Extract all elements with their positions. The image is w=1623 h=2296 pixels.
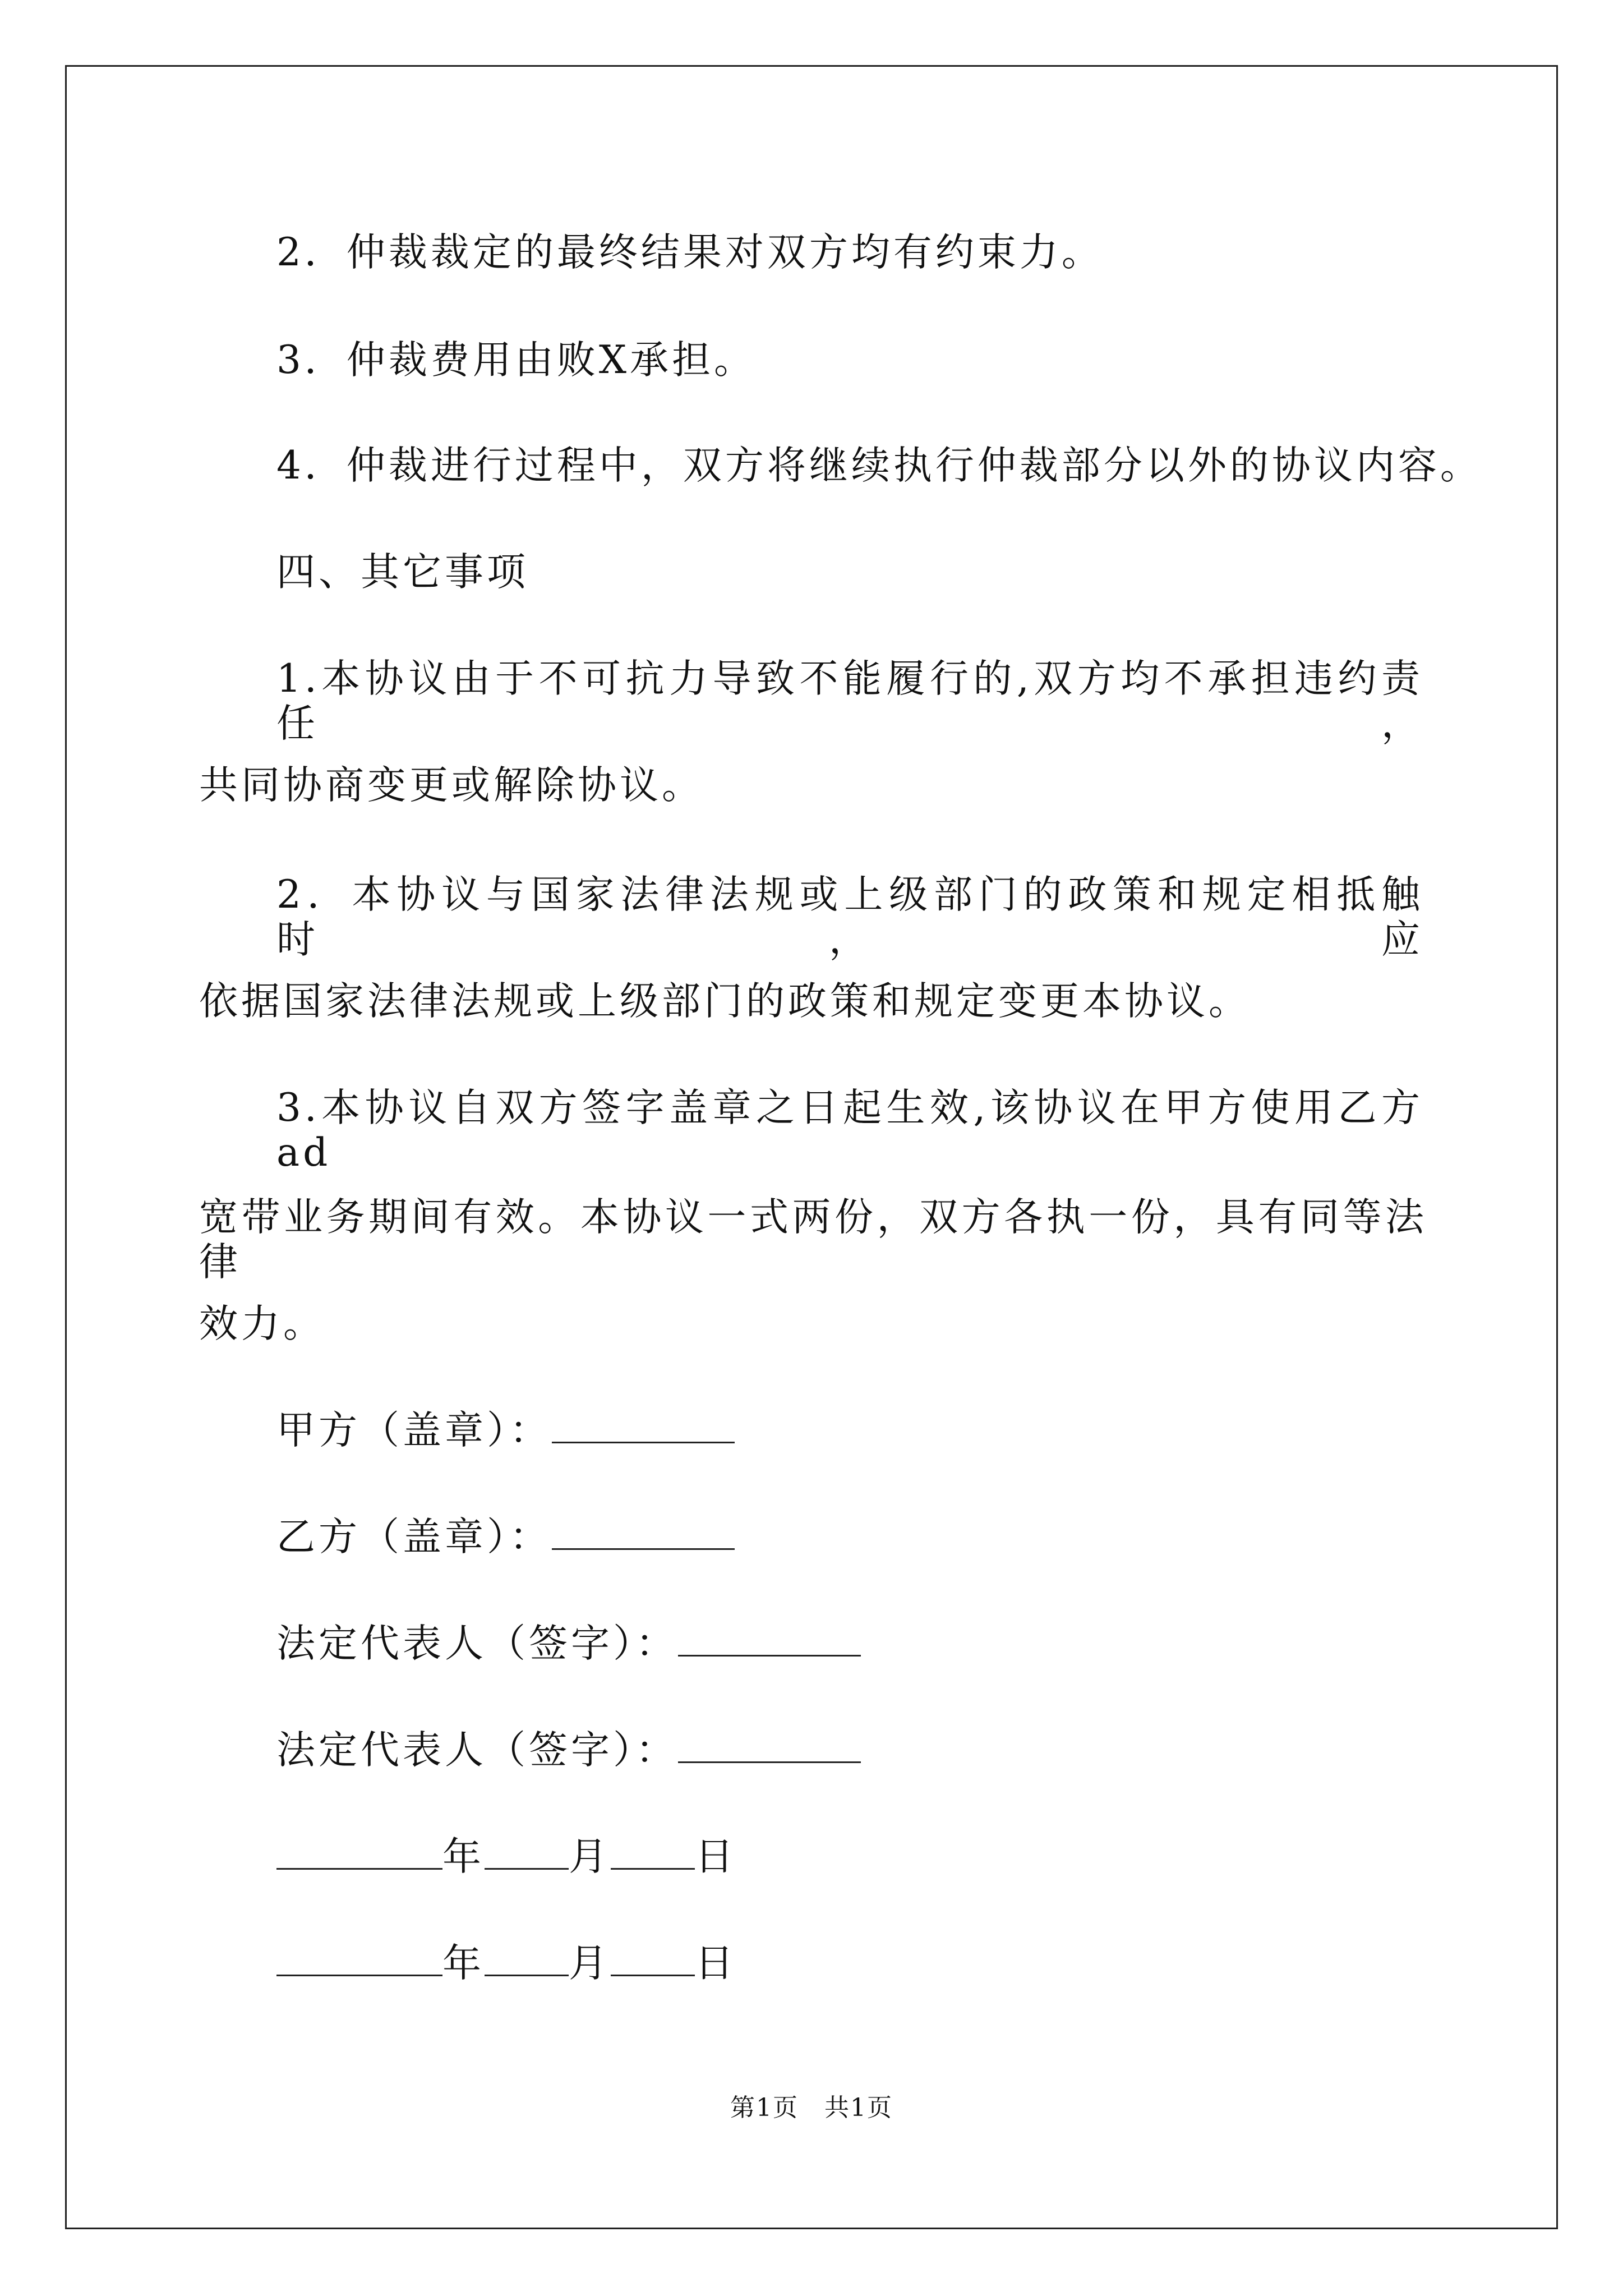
signature-party-a (276, 1408, 735, 1453)
signature-representative-1-blank (678, 1622, 861, 1657)
paragraph-arbitration-fees: 3．仲裁费用由败X承担。 (276, 338, 757, 383)
date-1-month-label: 月 (569, 1834, 611, 1879)
paragraph-arbitration-binding: 2．仲裁裁定的最终结果对双方均有约束力。 (276, 230, 1104, 275)
paragraph-force-majeure-line-2: 共同协商变更或解除协议。 (199, 763, 704, 808)
date-2-year-blank (276, 1942, 442, 1976)
page-total: 共1页 (824, 2093, 893, 2122)
signature-party-b (276, 1515, 735, 1559)
page-number: 第1页 (730, 2093, 799, 2122)
paragraph-effective-line-1: 3.本协议自双方签字盖章之日起生效,该协议在甲方使用乙方ad (276, 1085, 1423, 1175)
page-footer (0, 2092, 1623, 2124)
date-2-year-label: 年 (442, 1941, 485, 1986)
paragraph-force-majeure-line-1: 1.本协议由于不可抗力导致不能履行的,双方均不承担违约责任， (276, 656, 1423, 746)
date-2-month-blank (485, 1942, 569, 1976)
signature-party-b-label: 乙方（盖章）： (276, 1515, 552, 1559)
paragraph-law-conflict-line-2: 依据国家法律法规或上级部门的政策和规定变更本协议。 (199, 979, 1251, 1024)
paragraph-law-conflict-line-1: 2．本协议与国家法律法规或上级部门的政策和规定相抵触时，应 (276, 872, 1423, 962)
date-1-month-blank (485, 1835, 569, 1870)
date-2-month-label: 月 (569, 1941, 611, 1986)
date-line-1 (276, 1834, 737, 1879)
signature-party-b-blank (552, 1516, 735, 1550)
paragraph-arbitration-continue: 4．仲裁进行过程中，双方将继续执行仲裁部分以外的协议内容。 (276, 443, 1482, 488)
paragraph-effective-line-2: 宽带业务期间有效。本协议一式两份，双方各执一份，具有同等法律 (199, 1195, 1427, 1285)
date-line-2 (276, 1941, 737, 1986)
signature-party-a-blank (552, 1409, 735, 1443)
signature-representative-1 (276, 1621, 861, 1666)
signature-representative-1-label: 法定代表人（签字）： (276, 1621, 678, 1666)
date-2-day-label: 日 (695, 1941, 737, 1986)
signature-representative-2 (276, 1728, 861, 1773)
date-1-year-blank (276, 1835, 442, 1870)
date-2-day-blank (611, 1942, 695, 1976)
date-1-day-label: 日 (695, 1834, 737, 1879)
section-heading-other-matters: 四、其它事项 (276, 550, 529, 595)
signature-representative-2-blank (678, 1729, 861, 1763)
date-1-year-label: 年 (442, 1834, 485, 1879)
signature-party-a-label: 甲方（盖章）： (276, 1408, 552, 1453)
paragraph-effective-line-3: 效力。 (199, 1301, 325, 1346)
signature-representative-2-label: 法定代表人（签字）： (276, 1728, 678, 1773)
date-1-day-blank (611, 1835, 695, 1870)
